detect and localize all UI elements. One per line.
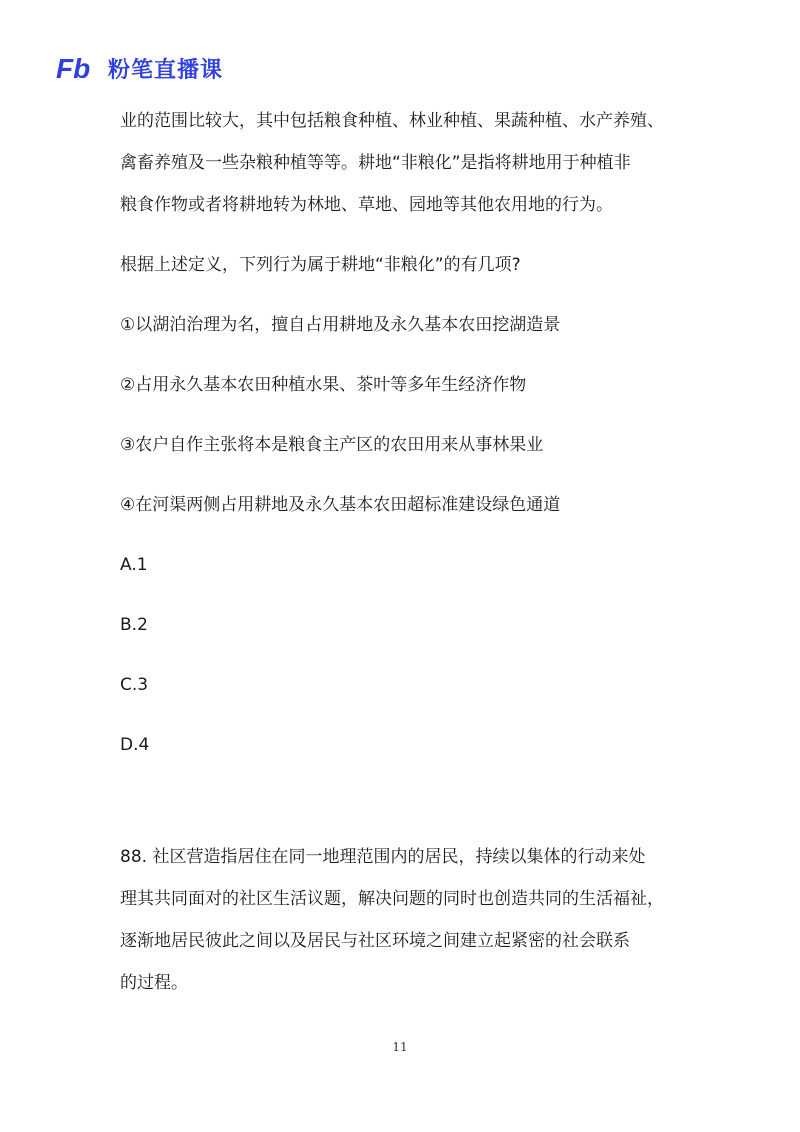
question-87-options <box>120 544 720 766</box>
definition-line: 粮食作物或者将耕地转为林地、草地、园地等其他农用地的行为。 <box>120 195 613 215</box>
statement-item: ③农户自作主张将本是粮食主产区的农田用来从事林果业 <box>120 435 544 455</box>
fenbi-logo-icon <box>56 53 100 83</box>
page-number: 11 <box>392 1040 408 1054</box>
statement-item: ④在河渠两侧占用耕地及永久基本农田超标准建设绿色通道 <box>120 495 561 515</box>
question-88 <box>120 836 720 1004</box>
option-a: A.1 <box>120 555 148 575</box>
option-c: C.3 <box>120 675 149 695</box>
definition-line: 业的范围比较大，其中包括粮食种植、林业种植、果蔬种植、水产养殖、 <box>120 111 664 131</box>
question-88-line: 逐渐地居民彼此之间以及居民与社区环境之间建立起紧密的社会联系 <box>120 931 630 951</box>
question-88-line: 的过程。 <box>120 973 188 993</box>
brand-name: 粉笔直播课 <box>108 57 224 83</box>
option-b: B.2 <box>120 615 148 635</box>
question-87-items <box>120 304 720 526</box>
page-content <box>120 100 720 1004</box>
definition-line: 禽畜养殖及一些杂粮种植等等。耕地“非粮化”是指将耕地用于种植非 <box>120 153 631 173</box>
logo-text: Fb <box>56 53 91 83</box>
question-87-definition <box>120 100 720 226</box>
statement-item: ②占用永久基本农田种植水果、茶叶等多年生经济作物 <box>120 375 527 395</box>
question-88-line: 88. 社区营造指居住在同一地理范围内的居民，持续以集体的行动来处 <box>120 847 646 867</box>
question-87-stem: 根据上述定义，下列行为属于耕地“非粮化”的有几项? <box>120 255 521 275</box>
statement-item: ①以湖泊治理为名，擅自占用耕地及永久基本农田挖湖造景 <box>120 315 561 335</box>
brand-header <box>56 52 223 84</box>
option-d: D.4 <box>120 735 150 755</box>
question-88-line: 理其共同面对的社区生活议题，解决问题的同时也创造共同的生活福祉， <box>120 889 664 909</box>
